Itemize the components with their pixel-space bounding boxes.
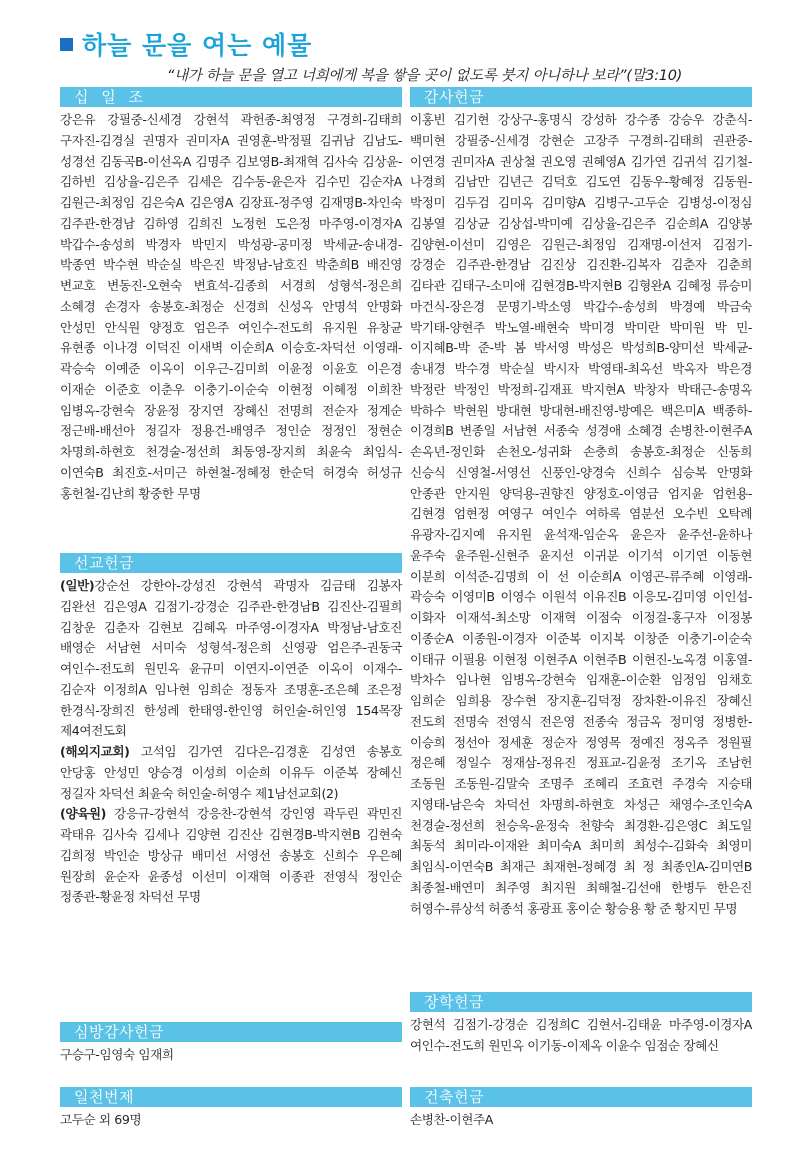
tithe-names: 강은유 강필중-신세경 강현석 곽헌종-최영정 구경희-김태희 구자진-김경실 권명자 권미자A 권영훈-박정필 김귀남 김남도-성경선 김동곡B-이선옥A 김명주 김보영B-최재혁 김사숙 김상윤-김하빈 김상율-김은주 김세은 김수동-윤은자 김수민 김순자A 김원근-최정임 김은숙A 김은영A 김장표-정주영 김재명B-차인숙 김주관-한경남 김하영 김희진 노정헌 도은정 마주영-이경자A 박갑수-송성희 박경자 박민지 박성광-공미정 박세균-송내경-박종연 박수현 박순실 박은진 박정남-남호진 박춘희B 배진영 변교호 변동진-오현숙 변효석-김종희 서경희 성형석-정은희 소혜경 손경자 송봉호-최정순 신경희 신성옥 안명석 안명화 안성민 안식원 양정호 엄은주 여인수-전도희 유지원 유창균 유현종 이나경 이덕진 이새벽 이순희A 이승호-차덕선 이영래-곽승숙 이예준 이옥이 이우근-김미희 이윤정 이윤호 이은경 이재순 이준호 이춘우 이충기-이순숙 이현정 이혜정 이희찬 임병옥-강현숙 장윤정 장지연 장혜신 전명희 전순자 정계순 정근배-배선아 정길자 정용건-배영주 정인순 정정인 정현순 차명희-하현호 천경술-정선희 최동영-장지희 최윤숙 최임식-이연숙B 최진호-서미근 하현철-정혜정 한순덕 허경숙 허성규 홍헌철-김난희 황중한 무명 xyxy=(60,112,402,501)
scholarship-section xyxy=(410,992,752,1057)
mission-group-general xyxy=(60,576,402,742)
mission-group-overseas xyxy=(60,742,402,804)
visit-names: 구승구-임영숙 임재희 xyxy=(60,1047,174,1062)
scholarship-header: 장학헌금 xyxy=(410,992,752,1012)
tithe-section xyxy=(60,87,402,504)
mission-header: 선교헌금 xyxy=(60,553,402,573)
group-tag: (해외지교회) xyxy=(60,744,130,759)
building-header: 건축헌금 xyxy=(410,1087,752,1107)
firstfruit-section xyxy=(60,1087,402,1131)
building-names: 손병찬-이현주A xyxy=(410,1112,493,1127)
scripture-verse: “내가 하늘 문을 열고 너희에게 복을 쌓을 곳이 없도록 붓지 아니하나 보라”(말3:10) xyxy=(166,68,682,84)
group-names: 강순선 강한아-강성진 강현석 곽명자 김금태 김봉자 김완선 김은영A 김점기-강경순 김주관-한경남B 김진산-김필희 김창운 김춘자 김현보 김혜옥 마주영-이경자A 박정남-남호진 배영순 서남현 서미숙 성형석-정은희 신영광 엄은주-권동국 여인수-전도희 원민옥 윤규미 이연지-이연준 이옥이 이재수-김순자 이정희A 임나현 임희순 정동자 조명훈-조은혜 조은정 한경식-장희진 한성례 한태영-한인영 허인술-허인영 154목장 제4여전도회 xyxy=(60,578,402,739)
tithe-header: 십 일 조 xyxy=(60,87,402,107)
group-names: 강응규-강현석 강응찬-강현석 강인영 곽두린 곽민진 곽태유 김사숙 김세나 김양현 김진산 김현경B-박지현B 김현숙 김희정 박인순 방상규 배미선 서영선 송봉호 신희수 우은혜 원장희 윤순자 윤종성 이선미 이재혁 이종관 전영식 정인순 정종관-황윤정 차덕선 무명 xyxy=(60,806,402,905)
thanks-header: 감사헌금 xyxy=(410,87,752,107)
firstfruit-header: 일천번제 xyxy=(60,1087,402,1107)
group-names: 고석임 김가연 김다은-김경훈 김성연 송봉호 안당홍 안성민 양승경 이성희 이순희 이유두 이준복 장혜신 정길자 차덕선 최윤숙 허인술-허영수 제1남선교회(2) xyxy=(60,744,402,801)
page-title xyxy=(60,26,312,62)
group-tag: (일반) xyxy=(60,578,95,593)
mission-section xyxy=(60,553,402,908)
mission-body xyxy=(60,576,402,908)
thanks-section xyxy=(410,87,752,919)
page-title-text: 하늘 문을 여는 예물 xyxy=(82,31,313,60)
thanks-names: 이홍빈 김기현 강상구-홍명식 강성하 강수종 강승우 강춘식-백미현 강필중-신세경 강현순 고장주 구경희-김태희 권관중-이연경 권미자A 권상철 권오영 권혜영A 김가연 김귀석 김기철-나경희 김남만 김년근 김덕호 김도연 김동우-황혜정 김동원-박정미 김두검 김미옥 김미향A 김병구-고두순 김병성-이정심 김봉열 김상균 김상섭-박미예 김상율-김은주 김순희A 김양봉 김양현-이선미 김영은 김원근-최정임 김재명-이선저 김점기-강경순 김주관-한경남 김진상 김진환-김복자 김춘자 김춘희 김타관 김태구-소미애 김현경B-박지현B 김형완A 김혜정 류승미 마건식-장은경 문명기-박소영 박갑수-송성희 박경예 박금숙 박기태-양현주 박노열-배현숙 박미경 박미란 박미원 박 민-이지혜B-박 준-박 봄 박서영 박성은 박성희B-양미선 박세균-송내경 박수경 박순실 박시자 박영태-최옥선 박옥자 박은경 박정란 박정인 박정희-김재표 박지현A 박창자 박태근-송명옥 박하수 박현원 방대현 방대현-배진영-방예은 백은미A 백종하-이경희B 변종일 서남현 서종숙 성경애 소혜경 손병찬-이현주A 손옥년-정인화 손천오-성귀화 손충희 송봉호-최정순 신동희 신승식 신영철-서영선 신풍인-양경숙 신희수 심승복 안명화 안종관 안지원 양덕용-권향진 양정호-이영금 엄지윤 엄헌용-김현경 엄현정 여영구 여인수 여하록 염분선 오수빈 오탁례 유광자-김지예 유지원 윤석재-임순옥 윤은자 윤주선-윤하나 윤주숙 윤주원-신현주 윤지선 이귀분 이기석 이기연 이동현 이분희 이석준-김명희 이 선 이순희A 이영곤-류주혜 이영래-곽승숙 이영미B 이영수 이원석 이유진B 이응모-김미영 이인섭-이화자 이재석-최소망 이재혁 이점숙 이정걸-홍구자 이정봉 이종순A 이종원-이경자 이준복 이지복 이창준 이충기-이순숙 이태규 이필용 이현정 이현주A 이현주B 이현진-노옥경 이홍열-박차수 임나현 임병옥-강현숙 임재훈-이순환 임정임 임채호 임희순 임희용 장수현 장지훈-김덕정 장차환-이유진 장혜신 전도희 전명숙 전영식 전은영 전종숙 정금옥 정미영 정병한-이승희 정선아 정세훈 정순자 정영목 정예진 정옥주 정원필 정은혜 정일수 정재삼-정유진 정표교-김윤정 조기옥 조남헌 조동원 조동원-김말숙 조명주 조혜리 조효련 주경숙 지승태 지영태-남은숙 차덕선 차명희-하현호 차성근 채영수-조인숙A 천경술-정선희 천승욱-윤정숙 천향숙 최경환-김은영C 최도일 최동석 최미라-이재완 최미숙A 최미희 최성수-김화숙 최영미 최임식-이연숙B 최재근 최재현-정혜경 최 정 최종인A-김미연B 최종철-배연미 최주영 최지원 최해철-김선애 한병두 한은진 허영수-류상석 허종석 홍광표 홍이순 황승용 황 준 황지민 무명 xyxy=(410,112,752,916)
firstfruit-names: 고두순 외 69명 xyxy=(60,1112,142,1127)
visit-section xyxy=(60,1022,402,1066)
scholarship-names: 강현석 김점기-강경순 김정희C 김현서-김태윤 마주영-이경자A 여인수-전도희 원민옥 이기동-이제옥 이윤수 임점순 장혜신 xyxy=(410,1017,752,1053)
square-bullet-icon xyxy=(60,38,73,51)
building-section xyxy=(410,1087,752,1131)
group-tag: (양육원) xyxy=(60,806,107,822)
mission-group-orphanage xyxy=(60,804,402,908)
visit-header: 심방감사헌금 xyxy=(60,1022,402,1042)
